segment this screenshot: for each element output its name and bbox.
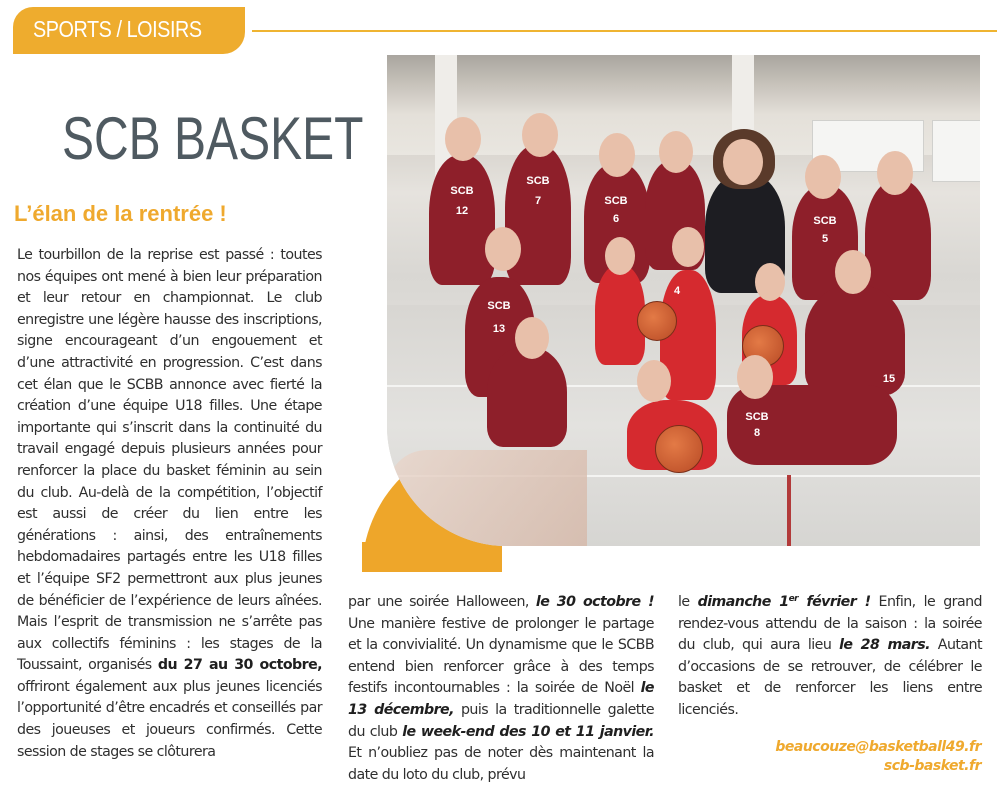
highlight-date: le week-end des 10 et 11 janvier. (402, 723, 654, 740)
highlight-date: le 28 mars. (839, 637, 930, 654)
highlight-date: du 27 au 30 octobre, (157, 657, 322, 674)
website-link[interactable]: scb-basket.fr (883, 758, 981, 774)
article-subtitle: L’élan de la rentrée ! (14, 201, 227, 226)
article-title: SCB BASKET (62, 105, 364, 172)
body-text: Autant d’occasions de se retrouver, de célébrer le basket et de renforcer les liens entre licenciés. (678, 637, 983, 718)
article-column-2 (348, 592, 654, 786)
article-column-3 (678, 592, 982, 722)
section-tab (13, 7, 245, 54)
highlight-date: le 30 octobre ! (535, 594, 654, 610)
body-text: Une manière festive de prolonger le partage et la convivialité. Un dynamisme que le SCBB entend bien renforcer grâce à des temps festifs incontournables : la soirée de Noël (348, 615, 654, 697)
body-text: Le tourbillon de la reprise est passé : toutes nos équipes ont mené à bien leur préparation et leur retour en championnat. Le club enregistre une légère hausse des inscriptions, signe encourageant d’un engouement et d’une attractivité en progression. C’est dans cet élan que le SCBB annonce avec fierté la création d’une équipe U18 filles. Une étape importante qui s’inscrit dans la continuité du travail engagé depuis plusieurs années pour renforcer la place du basket féminin au sein du club. Au-delà de la compétition, l’objectif est aussi de créer du lien entre les générations : ainsi, des entraînements hebdomadaires partagés entre les U18 filles et l’équipe SF2 permettront aux plus jeunes de bénéficier de l’expérience de leurs aînées. Mais l’esprit de transmission ne s’arrête pas aux collectifs féminins : les stages de la Toussaint, organisés (17, 247, 322, 674)
body-text: par une soirée Halloween, (348, 594, 536, 610)
body-text: le (678, 594, 698, 610)
highlight-date: le 13 décembre, (348, 680, 654, 718)
body-text: Et n’oubliez pas de noter dès maintenant la date du loto du club, prévu (348, 745, 654, 783)
team-photo: SCB 12 SCB 7 SCB 6 SCB 5 SCB 13 4 15 SCB 8 (387, 55, 980, 546)
contact-block (775, 738, 981, 776)
article-column-1 (17, 245, 322, 763)
section-divider (252, 30, 997, 32)
body-text: puis la traditionnelle galette du club (348, 701, 655, 740)
section-label: SPORTS / LOISIRS (33, 16, 202, 42)
body-text: offriront également aux plus jeunes licenciés l’opportunité d’être encadrés et conseillés par des joueuses et joueurs confirmés. Cette session de stages se clôturera (17, 678, 322, 760)
email-link[interactable]: beaucouze@basketball49.fr (775, 739, 981, 755)
body-text: Enfin, le grand rendez-vous attendu de la saison : la soirée du club, qui aura lieu (678, 594, 983, 654)
highlight-date: dimanche 1er février ! (697, 594, 871, 610)
